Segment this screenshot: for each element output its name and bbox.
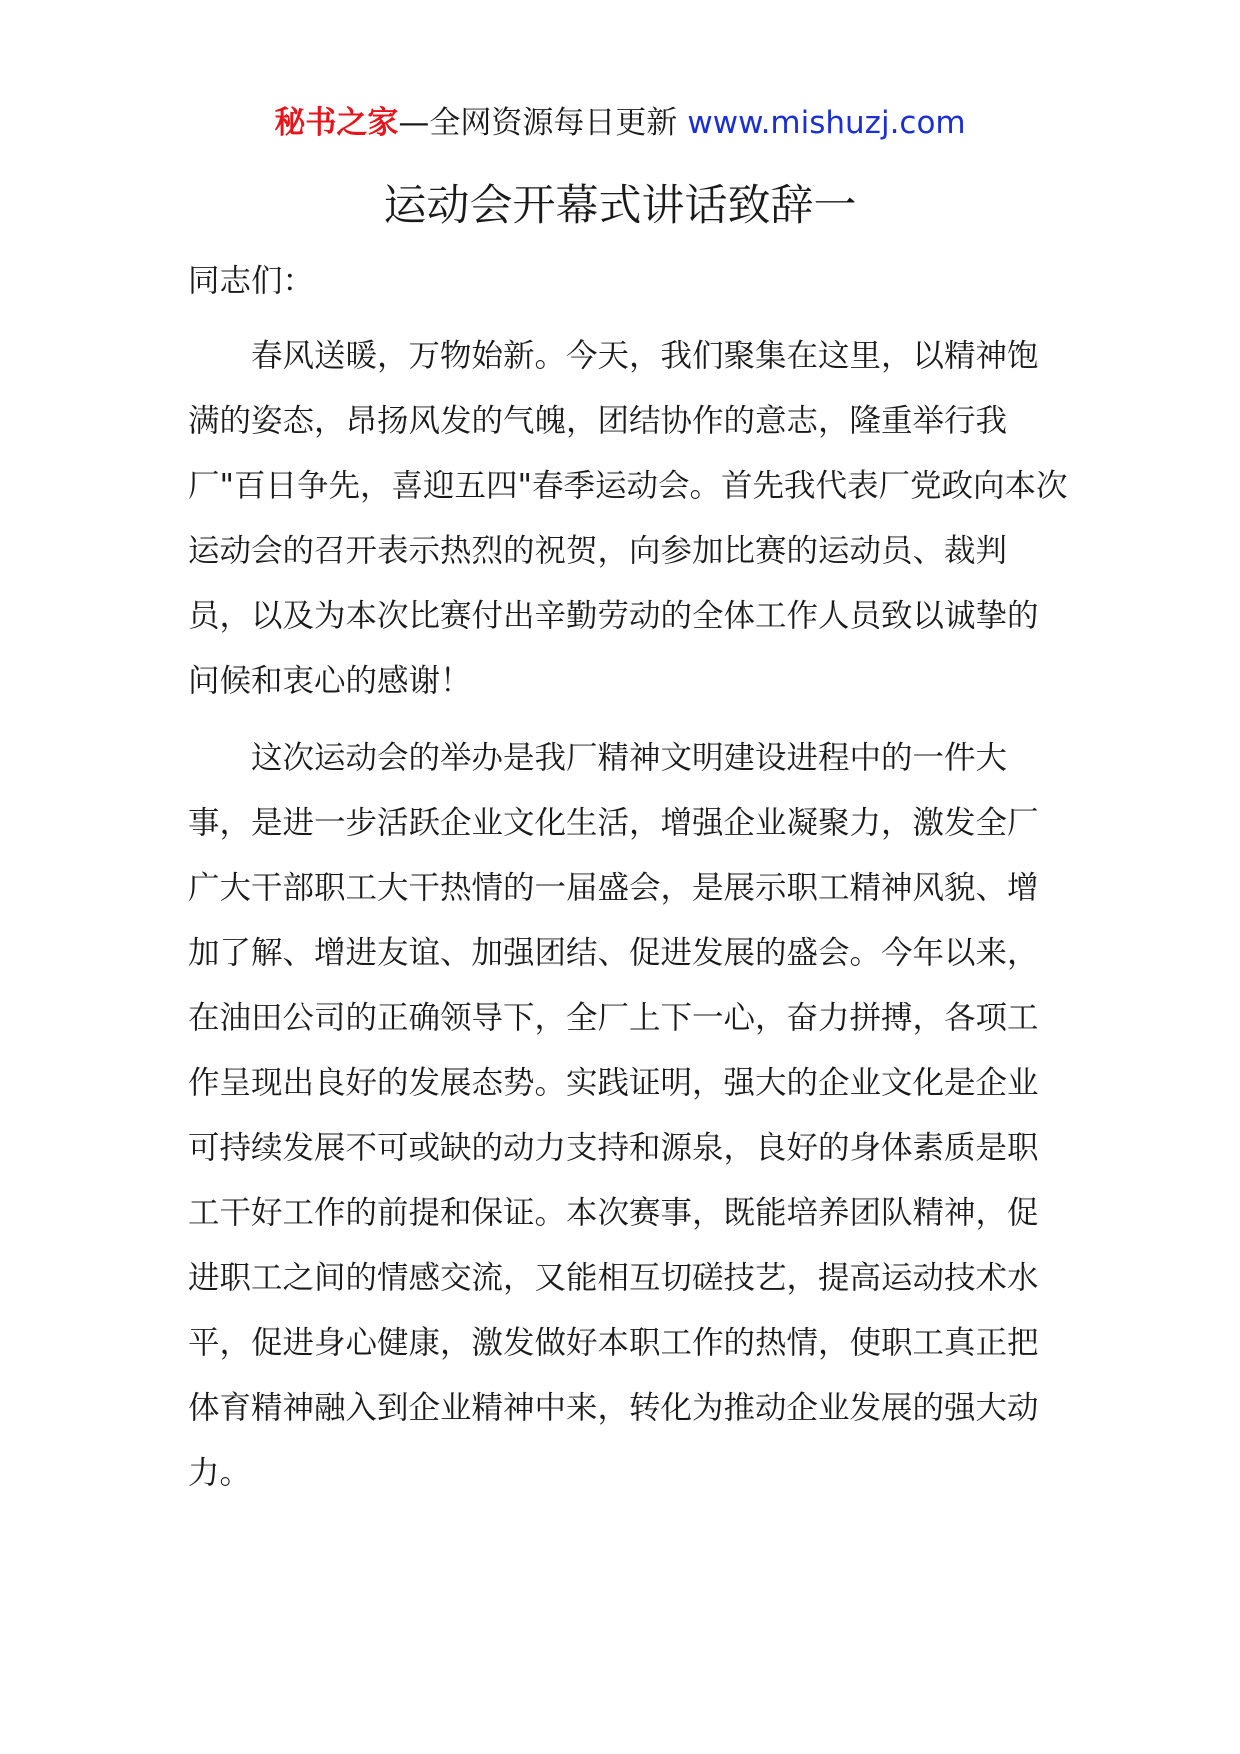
site-url-link[interactable]: www.mishuzj.com — [687, 105, 966, 141]
site-slogan: —全网资源每日更新 — [398, 105, 678, 141]
body-paragraph: 春风送暖，万物始新。今天，我们聚集在这里，以精神饱满的姿态，昂扬风发的气魄，团结协作的意志，隆重举行我厂"百日争先，喜迎五四"春季运动会。首先我代表厂党政向本次运动会的召开表示热烈的祝贺，向参加比赛的运动员、裁判员，以及为本次比赛付出辛勤劳动的全体工作人员致以诚挚的问候和衷心的感谢！ — [188, 338, 1068, 699]
site-header — [0, 100, 1240, 146]
site-brand: 秘书之家 — [274, 105, 399, 141]
body-paragraph: 这次运动会的举办是我厂精神文明建设进程中的一件大事，是进一步活跃企业文化生活，增强企业凝聚力，激发全厂广大干部职工大干热情的一届盛会，是展示职工精神风貌、增加了解、增进友谊、加强团结、促进发展的盛会。今年以来，在油田公司的正确领导下，全厂上下一心，奋力拼搏，各项工作呈现出良好的发展态势。实践证明，强大的企业文化是企业可持续发展不可或缺的动力支持和源泉，良好的身体素质是职工干好工作的前提和保证。本次赛事，既能培养团队精神，促进职工之间的情感交流，又能相互切磋技艺，提高运动技术水平，促进身心健康，激发做好本职工作的热情，使职工真正把体育精神融入到企业精神中来，转化为推动企业发展的强大动力。 — [188, 740, 1039, 1491]
document-body — [188, 250, 1068, 1518]
greeting-line: 同志们： — [188, 263, 315, 299]
document-title: 运动会开幕式讲话致辞一 — [383, 181, 857, 231]
